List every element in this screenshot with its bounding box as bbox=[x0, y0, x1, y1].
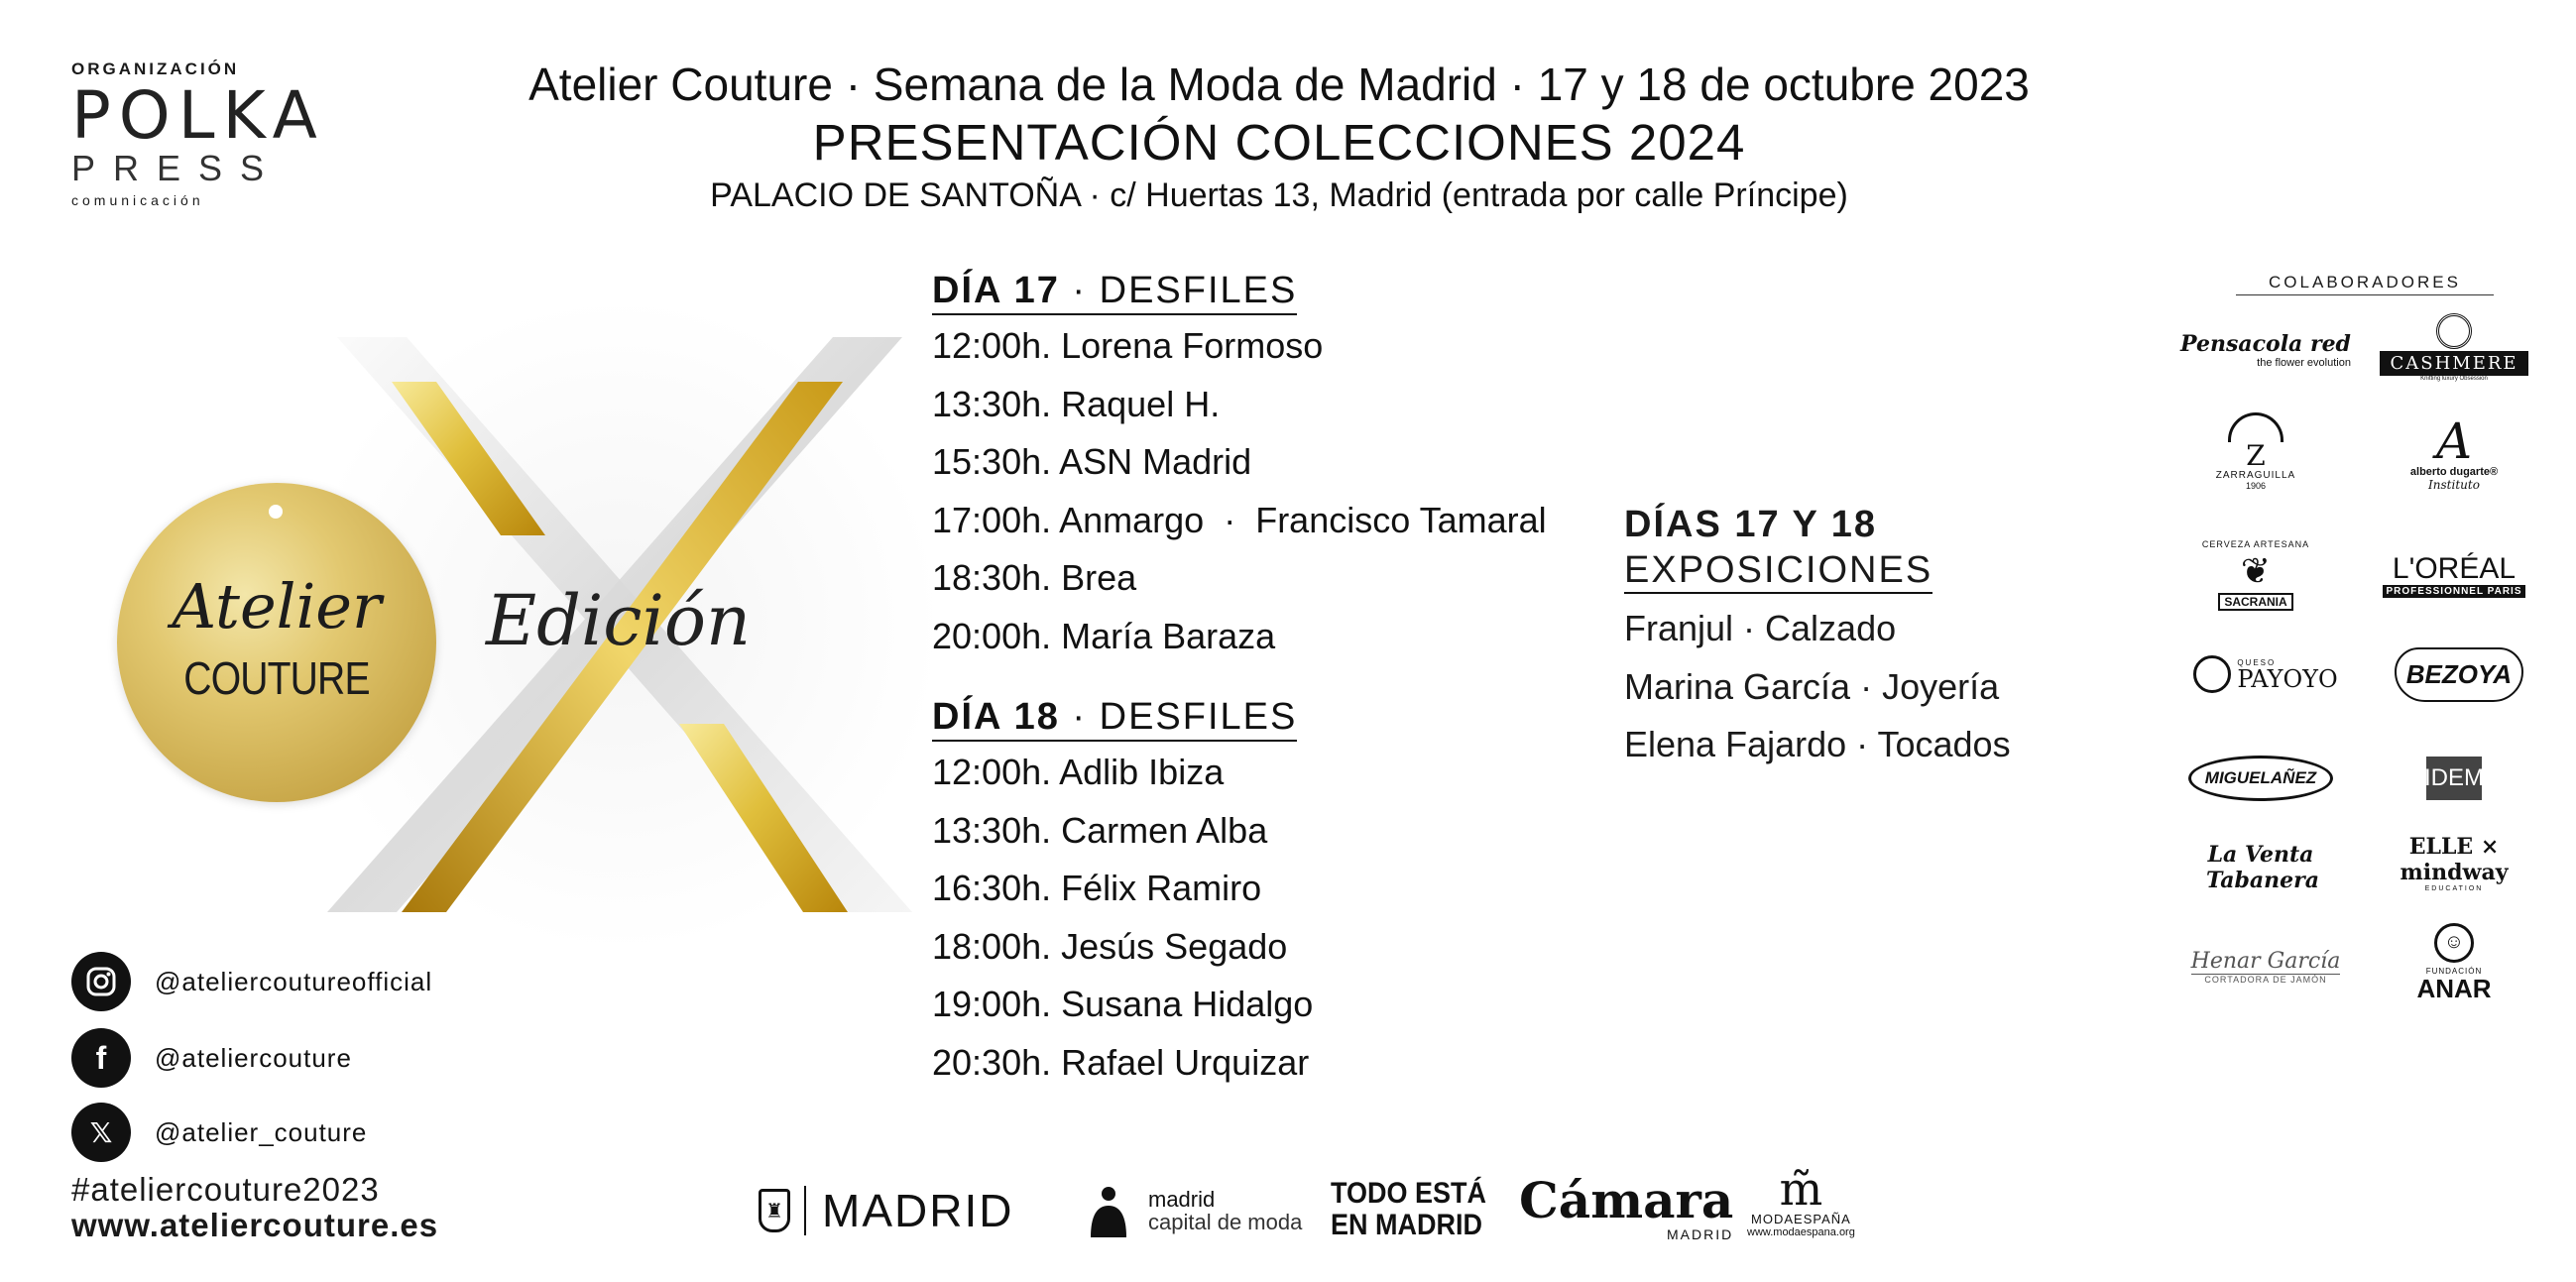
butterfly-icon: ❦ bbox=[2240, 550, 2272, 591]
day17-schedule bbox=[932, 317, 1547, 665]
facebook-handle: @ateliercouture bbox=[155, 1042, 352, 1073]
todo-line2: EN MADRID bbox=[1331, 1209, 1482, 1241]
instagram-icon bbox=[71, 952, 131, 1011]
madrid-capital-moda-logo bbox=[1081, 1182, 1302, 1241]
alberto-dugarte-logo: A alberto dugarte® Instituto bbox=[2409, 411, 2499, 492]
exhibitions-days: DÍAS 17 Y 18 bbox=[1624, 504, 1877, 545]
madrid-city-logo bbox=[759, 1182, 1013, 1239]
facebook-icon: f bbox=[71, 1028, 131, 1088]
organizer-label: ORGANIZACIÓN bbox=[71, 59, 240, 78]
event-venue: PALACIO DE SANTOÑA · c/ Huertas 13, Madrid (entrada por calle Príncipe) bbox=[710, 176, 1848, 214]
sacrania-name: SACRANIA bbox=[2218, 593, 2292, 611]
alberto-dugarte-name: alberto dugarte® bbox=[2409, 465, 2499, 478]
henar-garcia-sub: CORTADORA DE JAMÓN bbox=[2191, 974, 2341, 985]
schedule-item: 18:30h. Brea bbox=[932, 557, 1137, 598]
madrid-shield-icon: ♜ bbox=[759, 1189, 790, 1232]
website-link[interactable]: www.ateliercouture.es bbox=[71, 1207, 439, 1243]
x-icon: 𝕏 bbox=[71, 1103, 131, 1162]
alberto-dugarte-sub: Instituto bbox=[2428, 477, 2480, 492]
cashmere-sub: Knitting luxury Obsession bbox=[2420, 375, 2488, 382]
day17-heading bbox=[932, 270, 1297, 315]
henar-garcia-name: Henar García bbox=[2190, 949, 2341, 974]
exhibition-item: Franjul · Calzado bbox=[1624, 608, 1897, 648]
anar-sub: FUNDACIÓN bbox=[2425, 966, 2483, 976]
atelier-couture-medal bbox=[117, 483, 436, 802]
capital-line2: capital de moda bbox=[1148, 1210, 1303, 1234]
facebook-link[interactable] bbox=[71, 1028, 352, 1088]
loreal-name: L'ORÉAL bbox=[2392, 551, 2517, 585]
schedule-item: 12:00h. Adlib Ibiza bbox=[932, 752, 1225, 792]
collaborators-title: COLABORADORES bbox=[2236, 273, 2494, 295]
modaespana-name: MODAESPAÑA bbox=[1751, 1211, 1851, 1226]
pensacola-name: Pensacola red bbox=[2180, 331, 2351, 357]
payoyo-logo bbox=[2181, 640, 2350, 709]
edition-label: Edición bbox=[486, 580, 752, 661]
payoyo-sub: QUESO bbox=[2237, 657, 2277, 667]
zarraguilla-sub: 1906 bbox=[2245, 480, 2267, 491]
todo-line1: TODO ESTÁ bbox=[1331, 1177, 1487, 1210]
modaespana-logo bbox=[1747, 1162, 1855, 1241]
idem-logo bbox=[2370, 744, 2538, 813]
event-header bbox=[476, 55, 2082, 219]
schedule-item: 18:00h. Jesús Segado bbox=[932, 925, 1288, 967]
modaespana-mark-icon: m̃ bbox=[1779, 1161, 1823, 1216]
day18-sep: · bbox=[1072, 696, 1088, 738]
la-venta-tabanera-name: La Venta Tabanera bbox=[2206, 842, 2319, 893]
camara-name: Cámara bbox=[1519, 1171, 1734, 1229]
camara-sub: MADRID bbox=[1667, 1226, 1734, 1242]
day18-day: DÍA 18 bbox=[932, 696, 1060, 738]
schedule-item: 12:00h. Lorena Formoso bbox=[932, 325, 1324, 366]
organizer-name-bottom: PRESS bbox=[71, 148, 283, 188]
henar-garcia-logo bbox=[2181, 932, 2350, 1001]
schedule-item: 16:30h. Félix Ramiro bbox=[932, 868, 1262, 908]
schedule-item: 20:30h. Rafael Urquizar bbox=[932, 1041, 1310, 1083]
pensacola-sub: the flower evolution bbox=[2257, 357, 2351, 369]
zarraguilla-arch-icon bbox=[2228, 412, 2283, 442]
sacrania-sub: CERVEZA ARTESANA bbox=[2201, 539, 2310, 549]
schedule-item: 17:00h. Anmargo · Francisco Tamaral bbox=[932, 499, 1547, 540]
exhibitions-section bbox=[1624, 501, 2011, 774]
brand-couture: COUTURE bbox=[183, 652, 370, 704]
payoyo-icon bbox=[2193, 655, 2231, 693]
cashmere-name: CASHMERE bbox=[2380, 351, 2527, 376]
day18-type: DESFILES bbox=[1099, 696, 1298, 738]
organizer-logo bbox=[71, 59, 325, 208]
elle-mindway-logo bbox=[2365, 828, 2543, 897]
exhibition-item: Elena Fajardo · Tocados bbox=[1624, 724, 2011, 764]
day18-title bbox=[932, 696, 1297, 742]
instagram-handle: @ateliercoutureofficial bbox=[155, 966, 433, 996]
pensacola-logo bbox=[2166, 315, 2365, 385]
mannequin-icon bbox=[1081, 1184, 1136, 1239]
day17-type: DESFILES bbox=[1099, 270, 1298, 311]
day17-sep: · bbox=[1072, 270, 1088, 311]
brand-script: Atelier bbox=[172, 570, 382, 642]
anar-logo bbox=[2370, 912, 2538, 1011]
capital-line1: madrid bbox=[1148, 1187, 1216, 1212]
cashmere-logo bbox=[2380, 312, 2528, 382]
day17-day: DÍA 17 bbox=[932, 270, 1060, 311]
elle-mindway-sub: EDUCATION bbox=[2424, 884, 2484, 892]
bezoya-name: BEZOYA bbox=[2395, 647, 2523, 702]
madrid-divider bbox=[804, 1186, 806, 1235]
cashmere-icon bbox=[2436, 313, 2472, 349]
x-handle: @atelier_couture bbox=[155, 1116, 368, 1147]
idem-name: IDEM bbox=[2426, 757, 2482, 800]
loreal-sub: PROFESSIONNEL PARIS bbox=[2383, 585, 2526, 598]
schedule-item: 20:00h. María Baraza bbox=[932, 615, 1276, 656]
day17-title bbox=[932, 270, 1297, 315]
day18-schedule bbox=[932, 744, 1313, 1092]
exhibitions-title: EXPOSICIONES bbox=[1624, 548, 1932, 594]
schedule-item: 15:30h. ASN Madrid bbox=[932, 441, 1252, 482]
schedule-item: 13:30h. Raquel H. bbox=[932, 383, 1221, 424]
modaespana-url: www.modaespana.org bbox=[1747, 1225, 1855, 1238]
organizer-name-top: POLKA bbox=[71, 77, 325, 154]
instagram-link[interactable] bbox=[71, 952, 432, 1011]
zarraguilla-name: ZARRAGUILLA bbox=[2215, 469, 2296, 481]
sacrania-logo bbox=[2171, 525, 2340, 625]
miguelanez-logo bbox=[2176, 744, 2345, 813]
bezoya-logo bbox=[2375, 635, 2543, 714]
la-venta-tabanera-logo bbox=[2176, 823, 2345, 912]
organizer-tagline: comunicación bbox=[71, 192, 204, 208]
todo-esta-en-madrid-logo bbox=[1331, 1178, 1503, 1241]
event-title: Atelier Couture · Semana de la Moda de Madrid · 17 y 18 de octubre 2023 bbox=[528, 58, 2030, 110]
exhibition-item: Marina García · Joyería bbox=[1624, 665, 2000, 707]
madrid-name: MADRID bbox=[822, 1185, 1014, 1236]
zarraguilla-logo: Z ZARRAGUILLA 1906 bbox=[2171, 407, 2340, 496]
schedule-item: 19:00h. Susana Hidalgo bbox=[932, 984, 1314, 1024]
loreal-logo bbox=[2370, 540, 2538, 610]
anar-name: ANAR bbox=[2416, 973, 2492, 1003]
x-link[interactable] bbox=[71, 1103, 367, 1162]
miguelanez-name: MIGUELAÑEZ bbox=[2188, 756, 2333, 801]
camara-madrid-logo bbox=[1519, 1171, 1734, 1242]
medal-hole bbox=[269, 505, 283, 519]
smiley-icon: ☺ bbox=[2434, 923, 2474, 963]
hashtag: #ateliercouture2023 bbox=[71, 1171, 380, 1208]
day18-heading bbox=[932, 696, 1297, 742]
schedule-item: 13:30h. Carmen Alba bbox=[932, 809, 1268, 851]
payoyo-name: PAYOYO bbox=[2237, 664, 2338, 693]
elle-mindway-name: ELLE × mindway bbox=[2400, 833, 2509, 885]
event-subtitle: PRESENTACIÓN COLECCIONES 2024 bbox=[812, 114, 1746, 171]
